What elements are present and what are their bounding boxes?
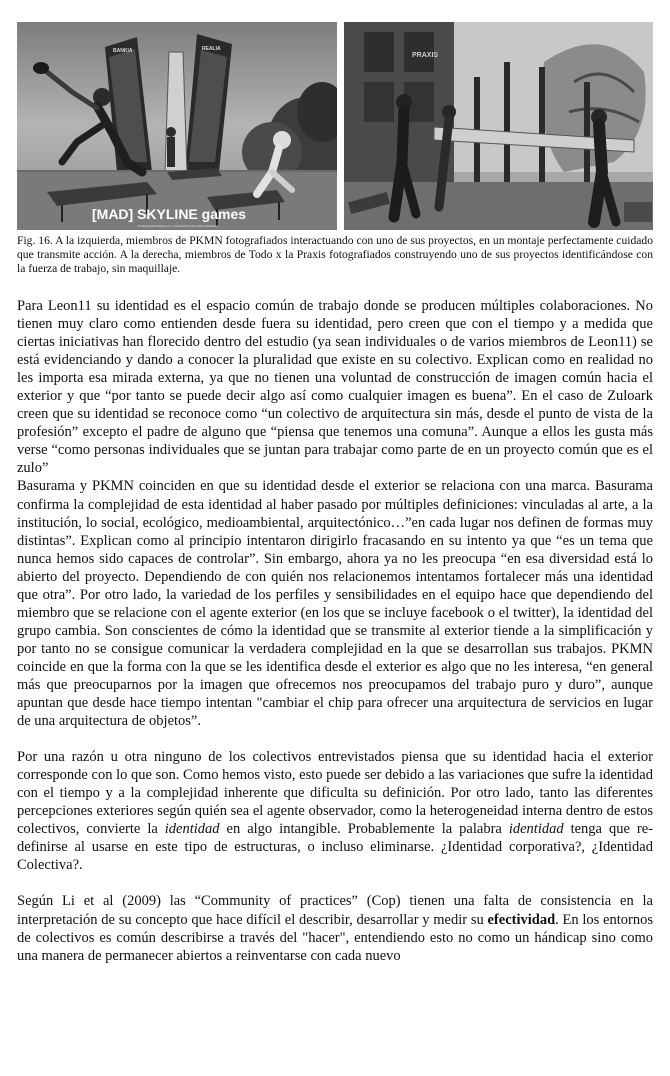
- photo-todo-x-la-praxis: [344, 22, 653, 230]
- paragraph-community-of-practices: [17, 892, 653, 964]
- emphasis-identidad: identidad: [164, 821, 220, 838]
- bold-efectividad: efectividad: [487, 911, 556, 928]
- photo-praxis-drawing: [344, 22, 653, 230]
- paragraph-identity-conclusion: [17, 748, 653, 874]
- text-span: . En los entornos de colectivos es común describirse a través del "hacer", entendiendo esto no como un hándicap sino como una manera de permanecer abiertos a reinventarse con cada nuevo: [17, 911, 653, 964]
- praxis-sign: PRAXIS: [412, 52, 439, 59]
- emphasis-identidad: identidad: [508, 821, 564, 838]
- paragraph-basurama-pkmn: Basurama y PKMN coinciden en que su identidad desde el exterior se relaciona con una marca. Basurama confirma la complejidad de esta identidad al haber pasado por múltiples definiciones: vinculadas al arte, a la institución, lo social, ecológico, medioambiental, arquitectónico…”en cada lugar nos definen de formas muy distintas”. Explican como al principio intentaron dirigirlo fracasando en su intento ya que “es un tema que nunca hemos sido capaces de controlar”. Sin embargo, ahora ya no les preocupa “en esa diversidad está lo abierto del proyecto. Dependiendo de con quién nos relacionemos intentamos fortalecer más una identidad que otra”. Por otro lado, la variedad de los perfiles y sensibilidades en el equipo hace que dependiendo del miembro que se relacione con el agente exterior (en los que se incluye facebook o el twitter), la identidad del grupo cambia. Son conscientes de cómo la identidad que se transmite al exterior tiende a la simplificación y por tanto no se consigue comunicar la verdadera complejidad en la que se desarrollan sus trabajos. PKMN coincide en que la forma con la que se les identifica desde el exterior es algo que no les interesa, “en general más que preocuparnos por la imagen que ofrecemos nos preocupamos del trabajo puro y duro”, aunque apuntan que desde hace tiempo intentan "cambiar el chip para ofrecer una arquitectura de servicios en lugar de una arquitectura de objetos”.: [17, 478, 653, 730]
- text-span: Por una razón u otra ninguno de los colectivos entrevistados piensa que su identidad hacia el exterior corresponde con lo que son. Como hemos visto, esto puede ser debido a las variaciones que sufre la identidad con el tiempo y a la complejidad inherente que dificulta su definición. Por otro lado, tanto las diferentes percepciones exteriores según quién sea el agente observador, como la heterogeneidad interna dentro de estos colectivos, convierte la: [17, 749, 653, 838]
- skyline-games-logo: [MAD] SKYLINE games: [92, 206, 247, 222]
- article-body: [17, 297, 653, 965]
- skyline-games-tagline: Turning Madrid Skyline into a professional table tennis tournament: [137, 224, 218, 228]
- figure-16: [17, 22, 653, 230]
- photo-pkmn-drawing: [17, 22, 337, 230]
- photo-pkmn-skyline-games: [17, 22, 337, 230]
- tower-sign-right: REALIA: [202, 46, 221, 52]
- text-span: tenga que re-definirse al usarse en este tipo de estructuras, o incluso eliminarse. ¿Identidad corporativa?, ¿Identidad Colectiva?.: [17, 821, 653, 874]
- figure-caption: Fig. 16. A la izquierda, miembros de PKMN fotografiados interactuando con uno de sus proyectos, en un montaje perfectamente cuidado que transmite acción. A la derecha, miembros de Todo x la Praxis fotografiados construyendo uno de sus proyectos identificándose con la fuerza de trabajo, sin maquillaje.: [17, 234, 653, 275]
- text-span: en algo intangible. Probablemente la palabra: [219, 821, 509, 838]
- tower-sign-left: BANKIA: [113, 48, 133, 54]
- text-span: Según Li et al (2009) las “Community of practices” (Cop) tienen una falta de consistencia en la interpretación de su concepto que hace difícil el describir, desarrollar y medir su: [17, 893, 653, 928]
- paragraph-leon11-zuloark: Para Leon11 su identidad es el espacio común de trabajo donde se producen múltiples colaboraciones. No tienen muy claro como entienden desde fuera su identidad, pero creen que con el tiempo y a medida que ciertas iniciativas han florecido dentro del estudio (ya sean individuales o de varios miembros de Leon11) se está evidenciando y dando a conocer la pluralidad que existe en su colectivo. Explican como en realidad no les importa esa mirada externa, ya que no tienen una voluntad de construcción de imagen común hacia el exterior y que “por tanto se puede decir algo así como cualquier imagen es buena”. En el caso de Zuloark creen que su identidad se reconoce como “un colectivo de arquitectura sin más, desde el punto de vista de la profesión” excepto el padre de alguno que “piensa que tenemos una comuna”. Aunque a ellos les gusta más verse “como personas individuales que se juntan para trabajar como parte de en un proyecto común que es el zulo”: [17, 298, 653, 477]
